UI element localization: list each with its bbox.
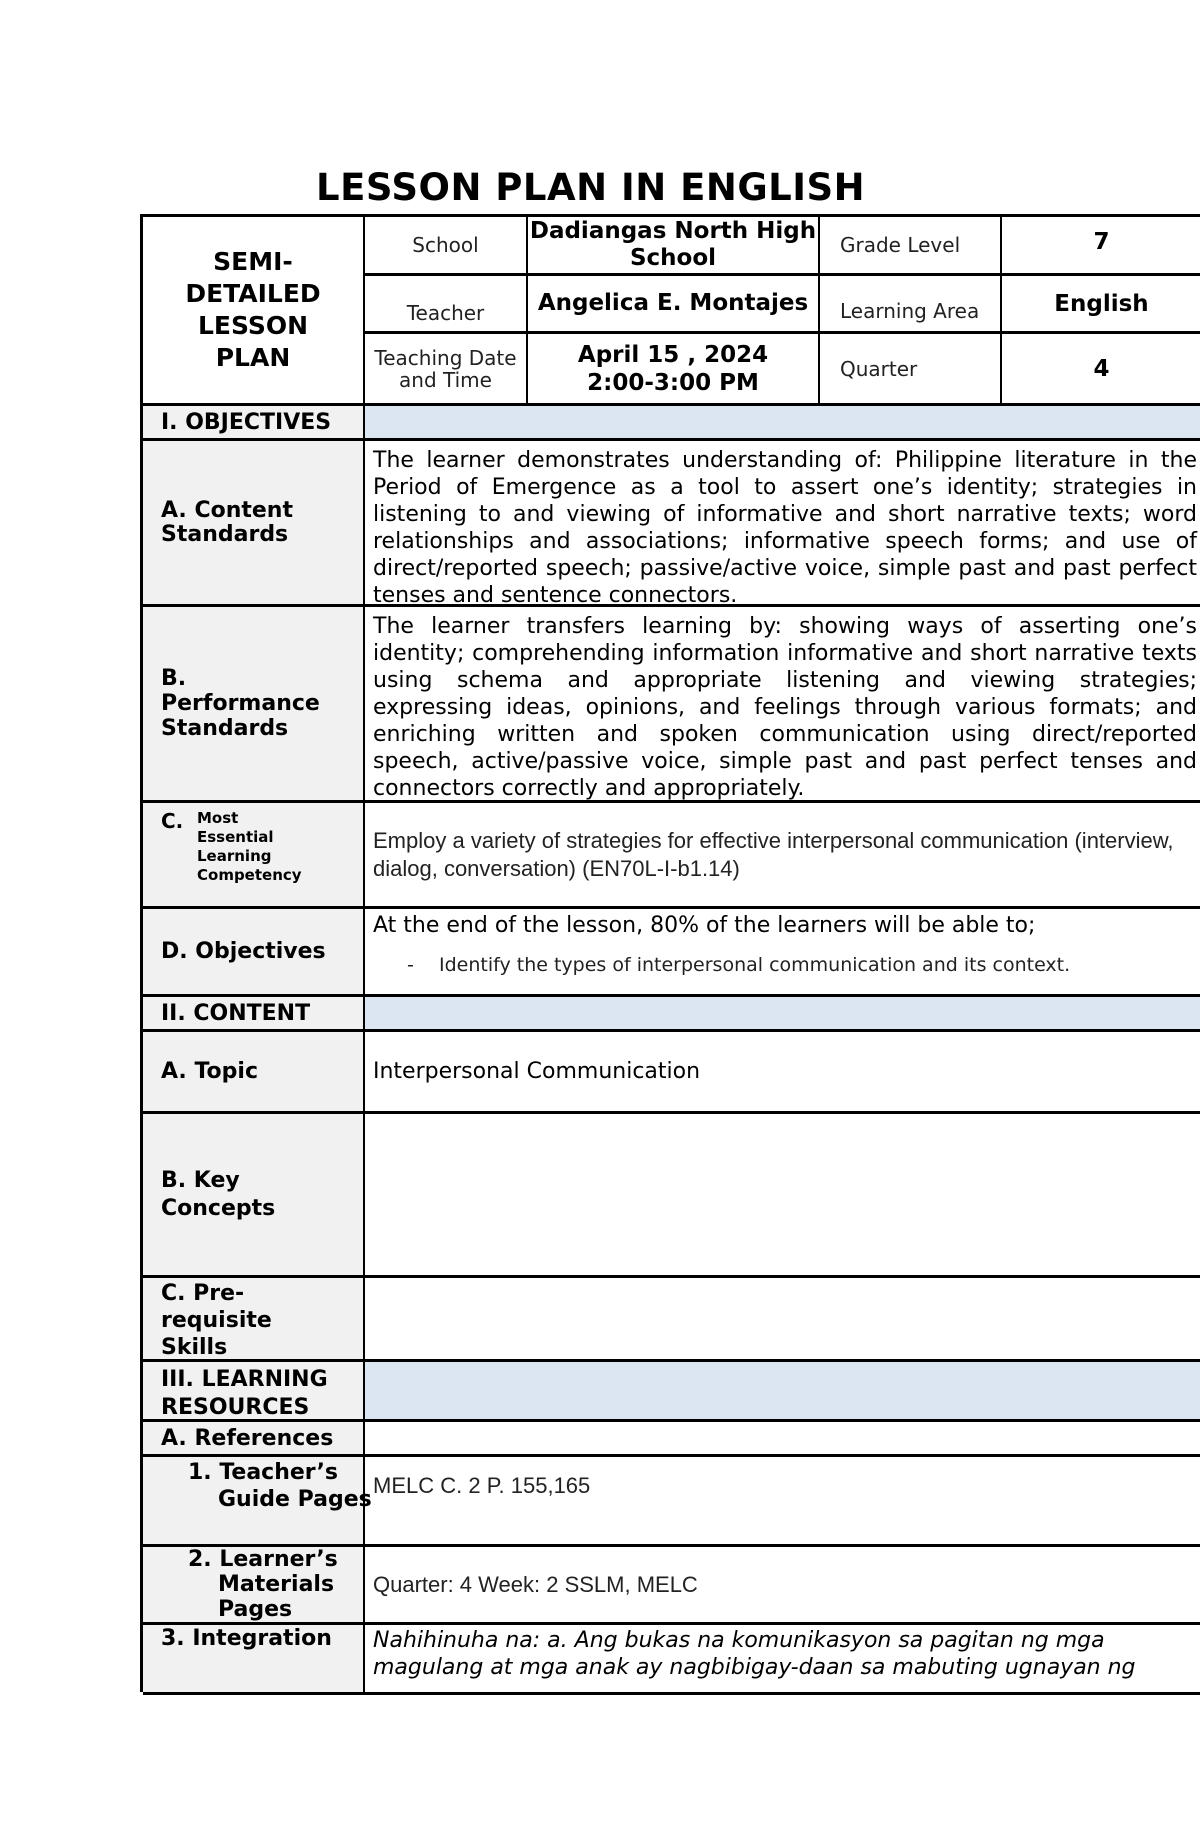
integration-label: 3. Integration	[161, 1626, 332, 1651]
resources-heading: III. LEARNING RESOURCES	[161, 1367, 328, 1420]
references-label-cell	[143, 1422, 365, 1457]
quarter-value: 4	[1093, 355, 1110, 382]
learners-materials-text: Quarter: 4 Week: 2 SSLM, MELC	[373, 1571, 698, 1597]
resources-heading-cell	[143, 1362, 365, 1422]
objectives-label-cell	[143, 909, 365, 997]
teacher-label-cell	[365, 276, 528, 334]
performance-standards-text: The learner transfers learning by: showing ways of asserting one’s identity; comprehending information informative and short narrative texts using schema and appropriate listening and viewing strategies; expressing ideas, opinions, and feelings through various formats; and enriching written and spoken communication using direct/reported speech, active/passive voice, simple past and past perfect tenses and connectors correctly and appropriately.	[373, 614, 1197, 801]
area-value: English	[1054, 290, 1149, 317]
resources-heading-fill	[365, 1362, 1200, 1422]
teachers-guide-label: 1. Teacher’s Guide Pages	[188, 1460, 372, 1512]
objectives-list-item	[365, 938, 1200, 976]
school-value-cell	[528, 217, 820, 276]
key-concepts-cell	[365, 1114, 1200, 1278]
teacher-value: Angelica E. Montajes	[537, 290, 809, 316]
topic-cell	[365, 1032, 1200, 1114]
performance-standards-cell	[365, 607, 1200, 803]
teachers-guide-label-cell	[143, 1457, 372, 1547]
integration-cell	[365, 1625, 1200, 1695]
performance-standards-label: B. Performance Standards	[161, 666, 320, 741]
content-standards-text: The learner demonstrates understanding of: Philippine literature in the Period of Emergence as a tool to assert one’s identity; strategies in listening to and viewing of informative and short narrative texts; word relationships and associations; informative speech forms; and use of direct/reported speech; passive/active voice, simple past and past perfect tenses and sentence connectors.	[373, 448, 1197, 608]
prereq-label: C. Pre-requisite Skills	[161, 1281, 272, 1360]
content-standards-cell	[365, 441, 1200, 607]
objectives-heading: I. OBJECTIVES	[161, 409, 332, 435]
school-value: Dadiangas North High School	[529, 218, 817, 271]
integration-label-cell	[143, 1625, 365, 1695]
learners-materials-label-cell	[143, 1547, 365, 1625]
learners-materials-cell	[365, 1547, 1200, 1625]
melc-label: Most Essential Learning Competency	[197, 809, 302, 884]
grade-value: 7	[1093, 229, 1110, 255]
prereq-label-cell	[143, 1278, 365, 1362]
content-heading-fill	[365, 997, 1200, 1032]
date-value-cell	[528, 334, 820, 406]
quarter-label-cell	[820, 334, 1002, 406]
objectives-item: Identify the types of interpersonal communication and its context.	[439, 954, 1071, 976]
bullet-dash: -	[407, 954, 414, 976]
school-label: School	[412, 233, 479, 257]
content-standards-label	[161, 499, 336, 547]
date-label-cell	[365, 334, 528, 406]
objectives-heading-cell	[143, 406, 365, 441]
teacher-label: Teacher	[406, 300, 485, 325]
prereq-cell	[365, 1278, 1200, 1362]
objectives-cell	[365, 909, 1200, 997]
teacher-value-cell	[528, 276, 820, 334]
lesson-plan-table	[140, 214, 1200, 1692]
performance-standards-label-cell	[143, 607, 365, 803]
school-label-cell	[365, 217, 528, 276]
melc-cell	[365, 803, 1200, 909]
topic-text: Interpersonal Communication	[373, 1059, 701, 1084]
learners-materials-label: 2. Learner’s Materials Pages	[188, 1547, 338, 1622]
references-cell	[365, 1422, 1200, 1457]
melc-text: Employ a variety of strategies for effective interpersonal communication (interview, dialog, conversation) (EN70L-I-b1.14)	[373, 827, 1174, 881]
date-label: Teaching Date and Time	[374, 345, 517, 392]
topic-label: A. Topic	[161, 1059, 258, 1084]
grade-label-cell	[820, 217, 1002, 276]
page-title: LESSON PLAN IN ENGLISH	[316, 166, 866, 209]
plan-type: SEMI- DETAILED LESSON PLAN	[185, 247, 321, 372]
objectives-label: D. Objectives	[161, 939, 326, 964]
teachers-guide-text: MELC C. 2 P. 155,165	[373, 1473, 591, 1498]
teachers-guide-cell	[365, 1457, 1200, 1547]
quarter-value-cell	[1002, 334, 1200, 406]
content-standards-label-cell	[143, 441, 365, 607]
content-heading: II. CONTENT	[161, 1000, 311, 1026]
quarter-label: Quarter	[840, 356, 918, 381]
content-standards-label-text: A. Content Standards	[161, 497, 293, 547]
area-value-cell	[1002, 276, 1200, 334]
topic-label-cell	[143, 1032, 365, 1114]
melc-label-cell	[143, 803, 365, 909]
content-heading-cell	[143, 997, 365, 1032]
objectives-heading-fill	[365, 406, 1200, 441]
melc-letter: C.	[161, 809, 184, 833]
area-label: Learning Area	[840, 298, 980, 323]
area-label-cell	[820, 276, 1002, 334]
objectives-intro: At the end of the lesson, 80% of the learners will be able to;	[373, 913, 1036, 938]
grade-value-cell	[1002, 217, 1200, 276]
date-value: April 15 , 2024 2:00-3:00 PM	[577, 341, 769, 396]
key-concepts-label: B. Key Concepts	[161, 1167, 276, 1221]
key-concepts-label-cell	[143, 1114, 365, 1278]
grade-label: Grade Level	[840, 233, 961, 257]
references-label: A. References	[161, 1425, 334, 1451]
plan-type-cell	[143, 217, 365, 406]
integration-text: Nahihinuha na: a. Ang bukas na komunikasyon sa pagitan ng mga magulang at mga anak ay nagbibigay-daan sa mabuting ugnayan ng	[373, 1628, 1136, 1680]
